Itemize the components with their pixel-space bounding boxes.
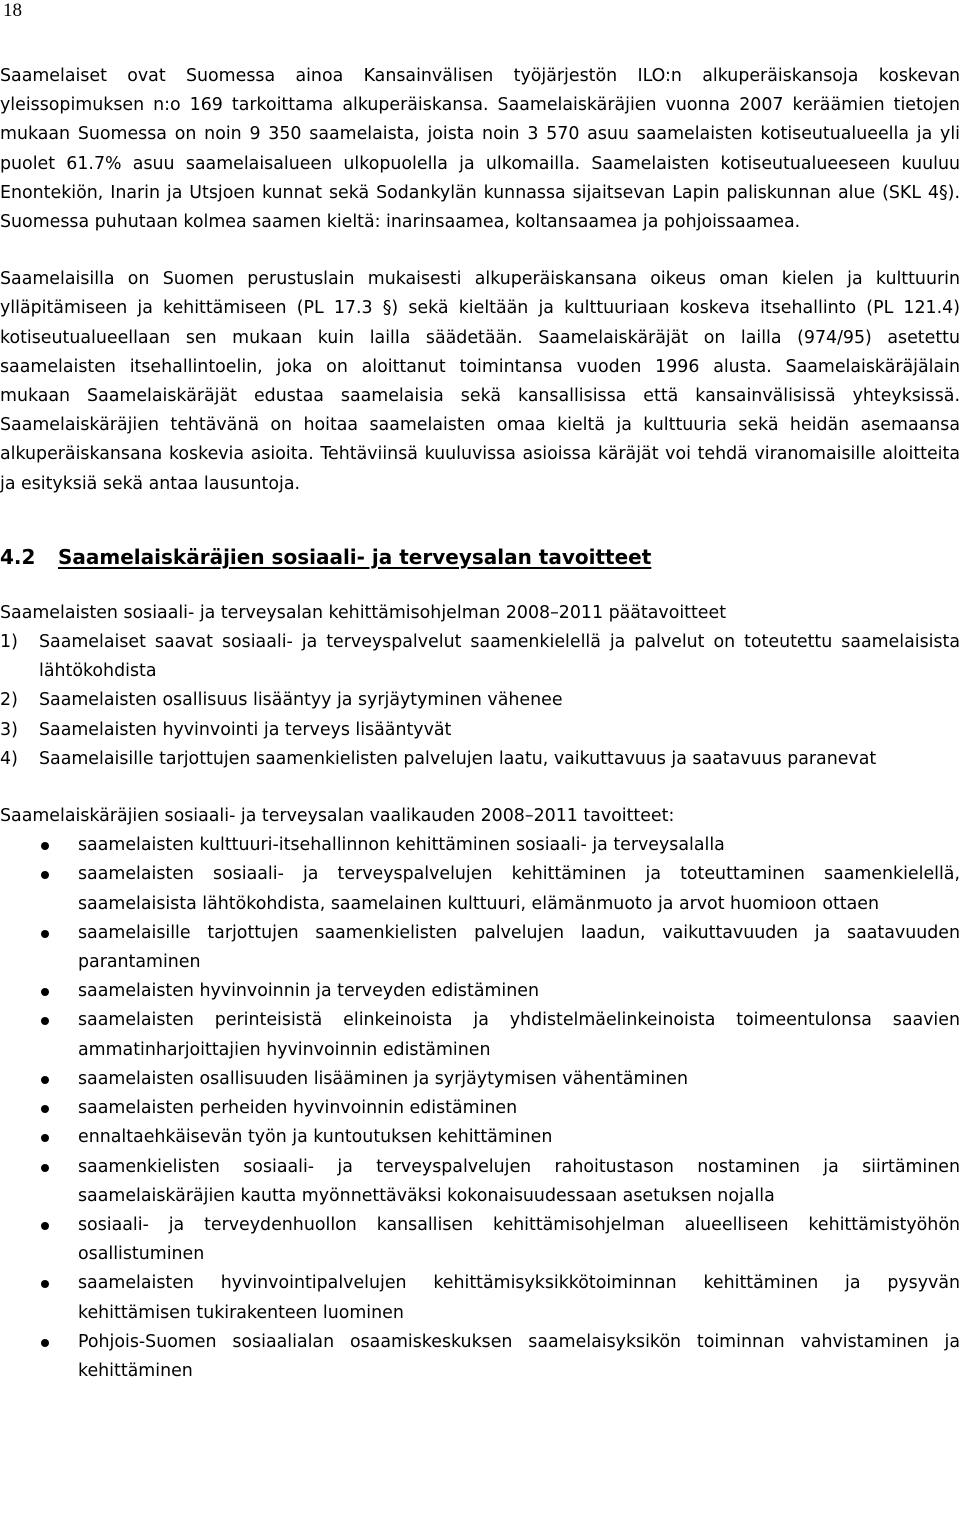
bullet-icon	[41, 1076, 49, 1084]
target-text: saamelaisten hyvinvoinnin ja terveyden edistäminen	[78, 981, 539, 1002]
bullet-icon	[41, 1105, 49, 1113]
goal-item	[0, 716, 960, 745]
paragraph-sami-population: Saamelaiset ovat Suomessa ainoa Kansainvälisen työjärjestön ILO:n alkuperäiskansoja koskevan yleissopimuksen n:o 169 tarkoittama alkuperäiskansa. Saamelaiskäräjien vuonna 2007 keräämien tietojen mukaan Suomessa on noin 9 350 saamelaista, joista noin 3 570 asuu saamelaisten kotiseutualueella ja yli puolet 61.7% asuu saamelaisalueen ulkopuolella ja ulkomailla. Saamelaisten kotiseutualueeseen kuuluu Enontekiön, Inarin ja Utsjoen kunnat sekä Sodankylän kunnassa sijaitsevan Lapin paliskunnan alue (SKL 4§). Suomessa puhutaan kolmea saamen kieltä: inarinsaamea, koltansaamea ja pohjoissaamea.	[0, 66, 960, 233]
goal-marker: 4)	[0, 748, 18, 769]
target-item	[0, 1094, 960, 1123]
bullet-icon	[41, 930, 49, 938]
target-item	[0, 977, 960, 1006]
goal-item	[0, 628, 960, 686]
bullet-icon	[41, 1339, 49, 1347]
target-text: saamelaisten hyvinvointipalvelujen kehittämisyksikkötoiminnan kehittäminen ja pysyvän kehittämisen tukirakenteen luominen	[78, 1273, 960, 1323]
target-text: saamenkielisten sosiaali- ja terveyspalvelujen rahoitustason nostaminen ja siirtäminen saamelaiskäräjien kautta myönnettäväksi kokonaisuudessaan asetuksen nojalla	[78, 1156, 960, 1206]
target-text: saamelaisten perinteisistä elinkeinoista ja yhdistelmäelinkeinoista toimeentulonsa saavien ammatinharjoittajien hyvinvoinnin edistäminen	[78, 1010, 960, 1060]
target-item	[0, 831, 960, 860]
bullet-icon	[41, 871, 49, 879]
section-title: Saamelaiskäräjien sosiaali- ja terveysalan tavoitteet	[58, 544, 652, 569]
goal-text: Saamelaiset saavat sosiaali- ja terveyspalvelut saamenkielellä ja palvelut on toteutettu saamelaisista lähtökohdista	[39, 632, 960, 682]
target-text: saamelaisten perheiden hyvinvoinnin edistäminen	[78, 1098, 518, 1119]
page-number: 18	[3, 0, 22, 21]
target-text: Pohjois-Suomen sosiaalialan osaamiskeskuksen saamelaisyksikön toiminnan vahvistaminen ja kehittäminen	[78, 1331, 960, 1381]
goal-item	[0, 686, 960, 715]
section-heading	[0, 543, 960, 571]
target-item	[0, 1211, 960, 1269]
goal-text: Saamelaisten hyvinvointi ja terveys lisääntyvät	[39, 719, 452, 740]
goals-title: Saamelaisten sosiaali- ja terveysalan kehittämisohjelman 2008–2011 päätavoitteet	[0, 602, 727, 623]
bullet-icon	[41, 1164, 49, 1172]
goal-marker: 3)	[0, 719, 18, 740]
bullet-icon	[41, 1017, 49, 1025]
target-item	[0, 1269, 960, 1327]
section-number: 4.2	[0, 544, 36, 569]
goal-item	[0, 745, 960, 774]
target-text: saamelaisten sosiaali- ja terveyspalvelujen kehittäminen ja toteuttaminen saamenkielellä, saamelaisista lähtökohdista, saamelainen kulttuuri, elämänmuoto ja arvot huomioon ottaen	[78, 864, 960, 914]
bullet-icon	[41, 842, 49, 850]
paragraph-sami-rights: Saamelaisilla on Suomen perustuslain mukaisesti alkuperäiskansana oikeus oman kielen ja kulttuurin ylläpitämiseen ja kehittämiseen (PL 17.3 §) sekä kieltään ja kulttuuriaan koskeva itsehallinto (PL 121.4) kotiseutualueellaan sen mukaan kuin lailla säädetään. Saamelaiskäräjät on lailla (974/95) asetettu saamelaisten itsehallintoelin, joka on aloittanut toimintansa vuoden 1996 alusta. Saamelaiskäräjälain mukaan Saamelaiskäräjät edustaa saamelaisia sekä kansallisissa että kansainvälisissä yhteyksissä. Saamelaiskäräjien tehtävänä on hoitaa saamelaisten omaa kieltä ja kulttuuria sekä heidän asemaansa alkuperäiskansana koskevia asioita. Tehtäviinsä kuuluvissa asioissa käräjät voi tehdä viranomaisille aloitteita ja esityksiä sekä antaa lausuntoja.	[0, 269, 960, 494]
target-item	[0, 1328, 960, 1386]
target-text: sosiaali- ja terveydenhuollon kansallisen kehittämisohjelman alueelliseen kehittämistyöhön osallistuminen	[78, 1214, 960, 1265]
goal-text: Saamelaisten osallisuus lisääntyy ja syrjäytyminen vähenee	[39, 690, 563, 711]
target-item	[0, 1006, 960, 1064]
target-text: saamelaisten osallisuuden lisääminen ja syrjäytymisen vähentäminen	[78, 1068, 688, 1089]
goals-list	[0, 628, 960, 774]
goal-marker: 2)	[0, 690, 18, 711]
target-item	[0, 919, 960, 977]
bullet-icon	[41, 988, 49, 996]
goal-marker: 1)	[0, 632, 18, 653]
target-item	[0, 1123, 960, 1152]
target-item	[0, 860, 960, 918]
targets-title: Saamelaiskäräjien sosiaali- ja terveysalan vaalikauden 2008–2011 tavoitteet:	[0, 806, 675, 827]
target-text: saamelaisille tarjottujen saamenkielisten palvelujen laadun, vaikuttavuuden ja saatavuuden parantaminen	[78, 922, 960, 973]
document-body	[0, 62, 960, 1386]
goal-text: Saamelaisille tarjottujen saamenkielisten palvelujen laatu, vaikuttavuus ja saatavuus paranevat	[39, 748, 877, 769]
bullet-icon	[41, 1280, 49, 1288]
target-text: saamelaisten kulttuuri-itsehallinnon kehittäminen sosiaali- ja terveysalalla	[78, 835, 725, 856]
targets-list	[0, 831, 960, 1386]
target-text: ennaltaehkäisevän työn ja kuntoutuksen kehittäminen	[78, 1127, 553, 1148]
target-item	[0, 1065, 960, 1094]
bullet-icon	[41, 1134, 49, 1142]
bullet-icon	[41, 1222, 49, 1230]
target-item	[0, 1153, 960, 1211]
